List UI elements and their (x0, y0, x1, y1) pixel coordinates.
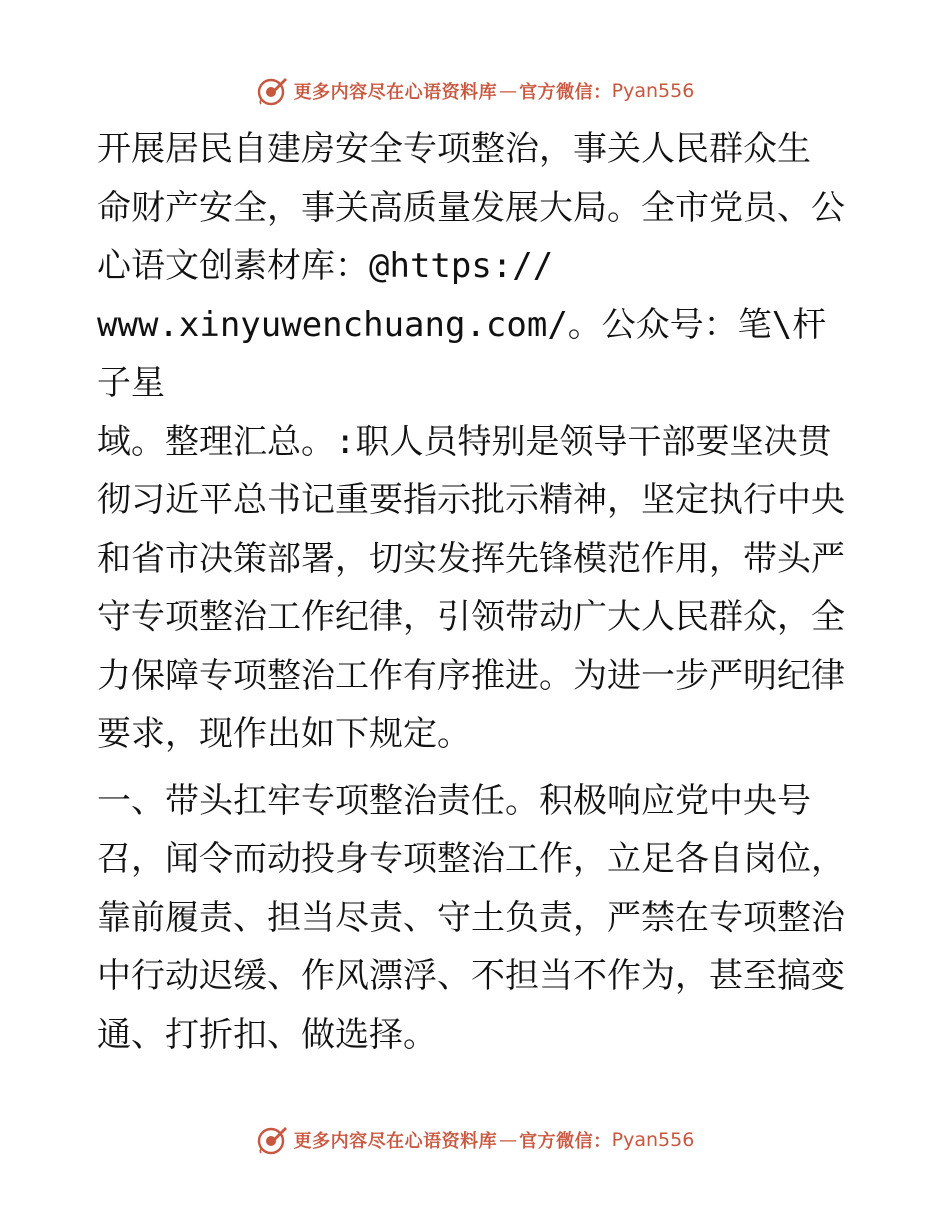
red-pen-seal-icon (256, 75, 288, 107)
banner-wechat-id: Pyan556 (611, 1129, 695, 1151)
body-paragraph-intro: 开展居民自建房安全专项整治，事关人民群众生 命财产安全，事关高质量发展大局。全市党员、公 心语文创素材库：@https:// www.xinyuwenchuang.com/。公众号：笔\杆子星 域。整理汇总。:职人员特别是领导干部要坚决贯 彻习近平总书记重要指示批示精神，坚定执行中央 和省市决策部署，切实发挥先锋模范作用，带头严 守专项整治工作纪律，引领带动广大人民群众，全 力保障专项整治工作有序推进。为进一步严明纪律 要求，现作出如下规定。 (97, 129, 845, 754)
document-body (97, 120, 857, 1064)
banner-contact-label: 官方微信： (519, 82, 612, 103)
banner-dash: — (499, 80, 518, 102)
body-paragraph-section-1: 一、带头扛牢专项整治责任。积极响应党中央号 召，闻令而动投身专项整治工作，立足各自岗位， 靠前履责、担当尽责、守土负责，严禁在专项整治 中行动迟缓、作风漂浮、不担当不作为，甚至搞变 通、打折扣、做选择。 (97, 780, 845, 1055)
banner-contact-label: 官方微信： (519, 1131, 612, 1152)
banner-wechat-id: Pyan556 (611, 80, 695, 102)
banner-slogan: 更多内容尽在心语资料库 (293, 1131, 498, 1152)
header-watermark-banner (0, 71, 950, 111)
banner-slogan: 更多内容尽在心语资料库 (293, 82, 498, 103)
banner-dash: — (499, 1129, 518, 1151)
red-pen-seal-icon (256, 1124, 288, 1156)
footer-watermark-banner (0, 1120, 950, 1160)
